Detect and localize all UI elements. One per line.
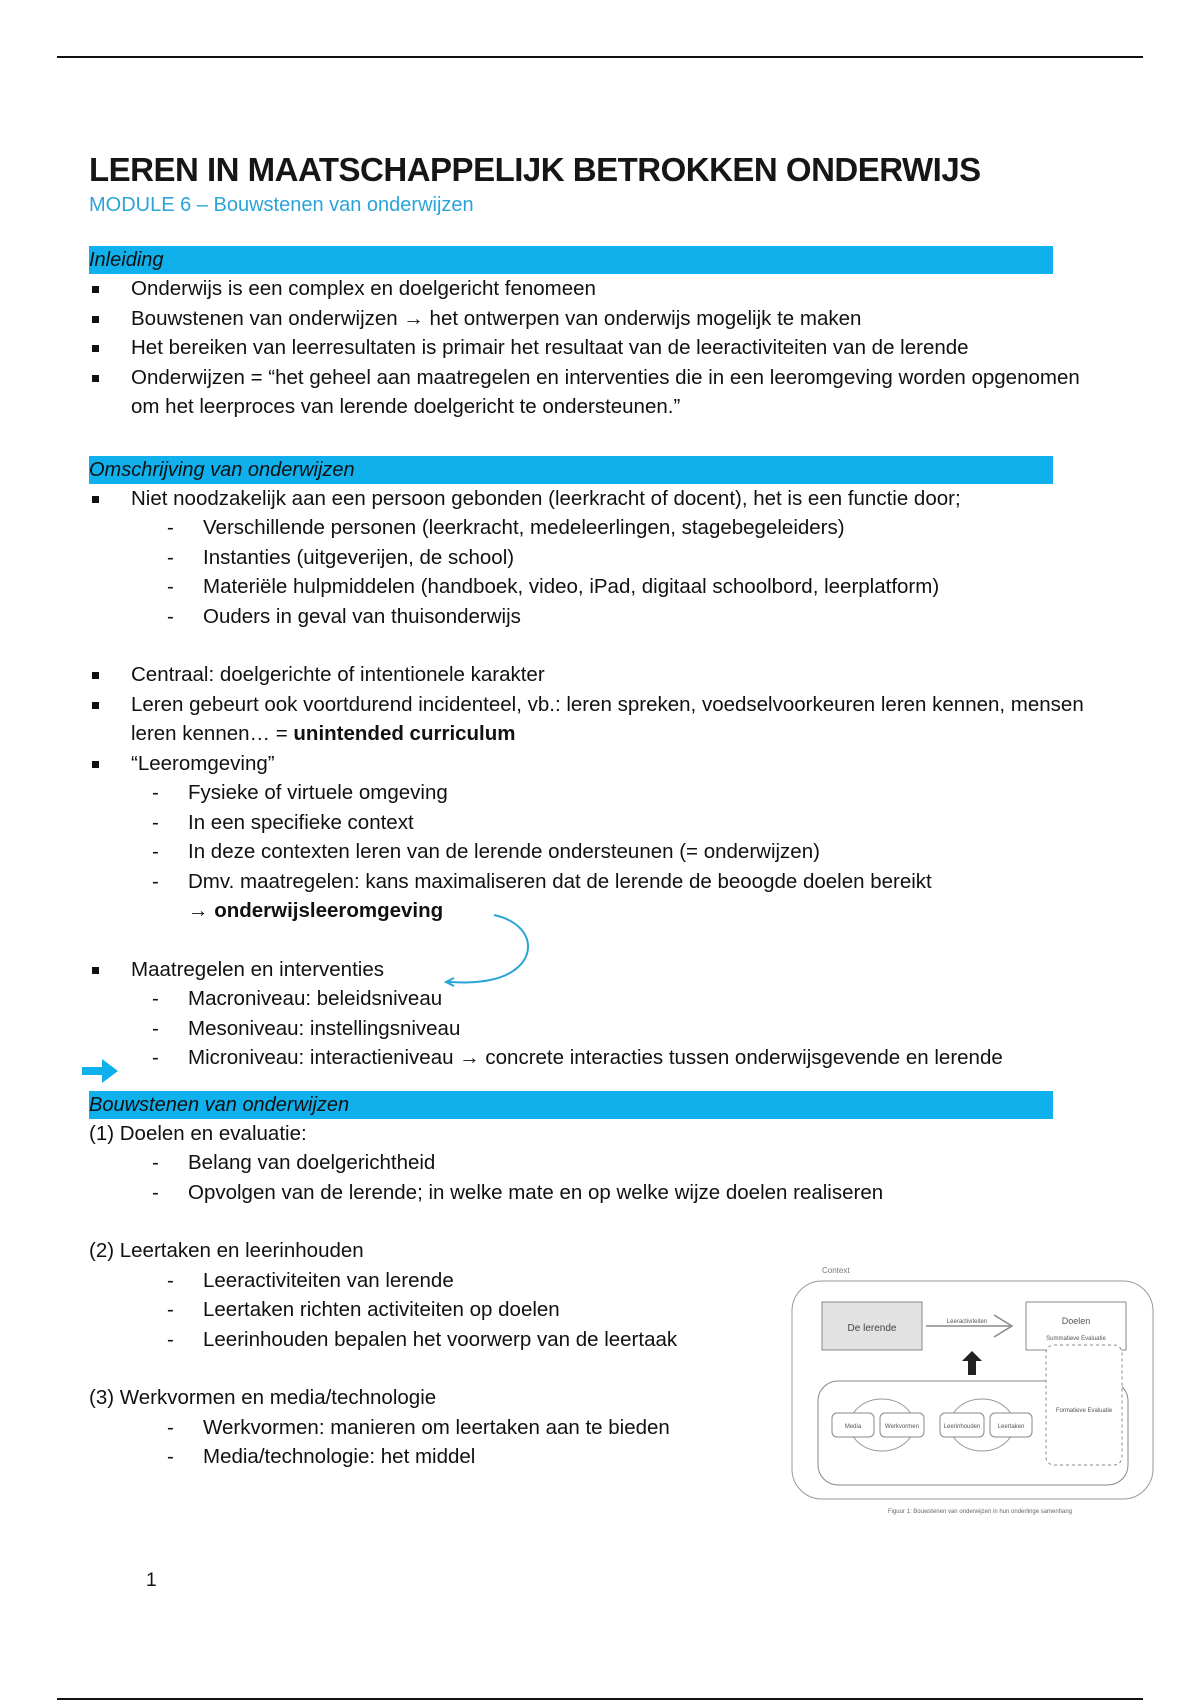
sub-list-item: - Werkvormen: manieren om leertaken aan te bieden xyxy=(89,1413,1169,1443)
right-arrow-icon xyxy=(80,1056,120,1086)
list-item xyxy=(89,749,1169,926)
bouwstenen-figure xyxy=(790,1263,1155,1515)
list-item-text: Maatregelen en interventies xyxy=(131,957,384,981)
omschrijving-list-3 xyxy=(89,955,1169,1073)
section-heading-inleiding: Inleiding xyxy=(89,246,1053,274)
figure-arrow-label: Leeractiviteiten xyxy=(946,1319,988,1325)
sub-list xyxy=(89,1148,1169,1207)
numbered-item: (3) Werkvormen en media/technologie xyxy=(89,1386,437,1409)
list-item xyxy=(89,484,1169,632)
list-item-text: “Leeromgeving” xyxy=(131,751,275,775)
sub-list-item: - Fysieke of virtuele omgeving xyxy=(89,778,1169,808)
top-rule xyxy=(57,56,1143,58)
sub-list xyxy=(89,984,1169,1073)
sub-list xyxy=(89,513,1169,631)
sub-list-item: - In een specifieke context xyxy=(89,808,1169,838)
sub-list-item: - Macroniveau: beleidsniveau xyxy=(89,984,1169,1014)
sub-list-item xyxy=(89,867,1169,926)
figure-evaluatie-top-label: Summatieve Evaluatie xyxy=(1046,1336,1106,1342)
page-number: 1 xyxy=(146,1570,157,1591)
figure-box-label: Leerinhouden xyxy=(943,1424,981,1430)
figure-box-label: Media xyxy=(844,1424,862,1430)
sub-list-item: - Verschillende personen (leerkracht, medeleerlingen, stagebegeleiders) xyxy=(89,513,1169,543)
list-item-text: Leren gebeurt ook voortdurend incidenteel, vb.: leren spreken, voedselvoorkeuren leren kennen, mensen leren kennen… = xyxy=(131,692,1084,745)
sub-list-item: - Instanties (uitgeverijen, de school) xyxy=(89,543,1169,573)
section-heading-omschrijving: Omschrijving van onderwijzen xyxy=(89,456,1053,484)
sub-list-item: - Microniveau: interactieniveau → concrete interacties tussen onderwijsgevende en lerende xyxy=(89,1043,1169,1073)
numbered-item: (1) Doelen en evaluatie: xyxy=(89,1121,307,1145)
figure-doelen-label: Doelen xyxy=(1061,1316,1091,1326)
figure-box-label: Werkvormen xyxy=(885,1424,919,1430)
list-item: Het bereiken van leerresultaten is primair het resultaat van de leeractiviteiten van de lerende xyxy=(89,333,1169,363)
sub-list-item: - Leerinhouden bepalen het voorwerp van de leertaak xyxy=(89,1325,1169,1355)
figure-lerende-label: De lerende xyxy=(847,1323,897,1334)
sub-list-item: - Opvolgen van de lerende; in welke mate en op welke wijze doelen realiseren xyxy=(89,1178,1169,1208)
list-item: Centraal: doelgerichte of intentionele karakter xyxy=(89,660,1169,690)
list-item: Onderwijs is een complex en doelgericht fenomeen xyxy=(89,274,1169,304)
sub-list-item: - Leertaken richten activiteiten op doelen xyxy=(89,1295,1169,1325)
omschrijving-list-2 xyxy=(89,660,1169,926)
list-item: Bouwstenen van onderwijzen → het ontwerpen van onderwijs mogelijk te maken xyxy=(89,304,1169,334)
sub-list-item: - Ouders in geval van thuisonderwijs xyxy=(89,602,1169,632)
list-item-text: Niet noodzakelijk aan een persoon gebonden (leerkracht of docent), het is een functie door; xyxy=(131,486,961,510)
list-item xyxy=(89,690,1169,749)
sub-list xyxy=(89,778,1169,926)
unintended-curriculum-term: unintended curriculum xyxy=(293,722,516,745)
sub-list-item: - Belang van doelgerichtheid xyxy=(89,1148,1169,1178)
module-subtitle: MODULE 6 – Bouwstenen van onderwijzen xyxy=(89,194,474,216)
figure-box-label: Leertaken xyxy=(997,1424,1025,1430)
list-item: Onderwijzen = “het geheel aan maatregelen en interventies die in een leeromgeving worden opgenomen om het leerproces van lerende doelgericht te ondersteunen.” xyxy=(89,363,1169,422)
sub-list-item: - In deze contexten leren van de lerende ondersteunen (= onderwijzen) xyxy=(89,837,1169,867)
sub-list-item: - Media/technologie: het middel xyxy=(89,1442,1169,1472)
sub-list-item-text: Dmv. maatregelen: kans maximaliseren dat de lerende de beoogde doelen bereikt xyxy=(188,869,932,893)
numbered-item: (2) Leertaken en leerinhouden xyxy=(89,1239,364,1262)
sub-list-item: - Mesoniveau: instellingsniveau xyxy=(89,1014,1169,1044)
omschrijving-list xyxy=(89,484,1169,632)
onderwijsleeromgeving-term: onderwijsleeromgeving xyxy=(214,899,444,922)
curved-arrow-icon xyxy=(440,910,550,990)
list-item xyxy=(89,955,1169,1073)
sub-list-item: - Materiële hulpmiddelen (handboek, video, iPad, digitaal schoolbord, leerplatform) xyxy=(89,572,1169,602)
document-title: LEREN IN MAATSCHAPPELIJK BETROKKEN ONDERWIJS xyxy=(89,151,981,188)
section-heading-bouwstenen: Bouwstenen van onderwijzen xyxy=(89,1091,1053,1119)
arrow-text: → xyxy=(188,899,215,922)
inleiding-list xyxy=(89,274,1169,422)
figure-evaluatie-bottom-label: Formatieve Evaluatie xyxy=(1055,1408,1113,1414)
sub-list-item: - Leeractiviteiten van lerende xyxy=(89,1266,1169,1296)
figure-context-label: Context xyxy=(822,1266,850,1275)
figure-caption: Figuur 1: Bouwstenen van onderwijzen in hun onderlinge samenhang xyxy=(887,1509,1073,1515)
